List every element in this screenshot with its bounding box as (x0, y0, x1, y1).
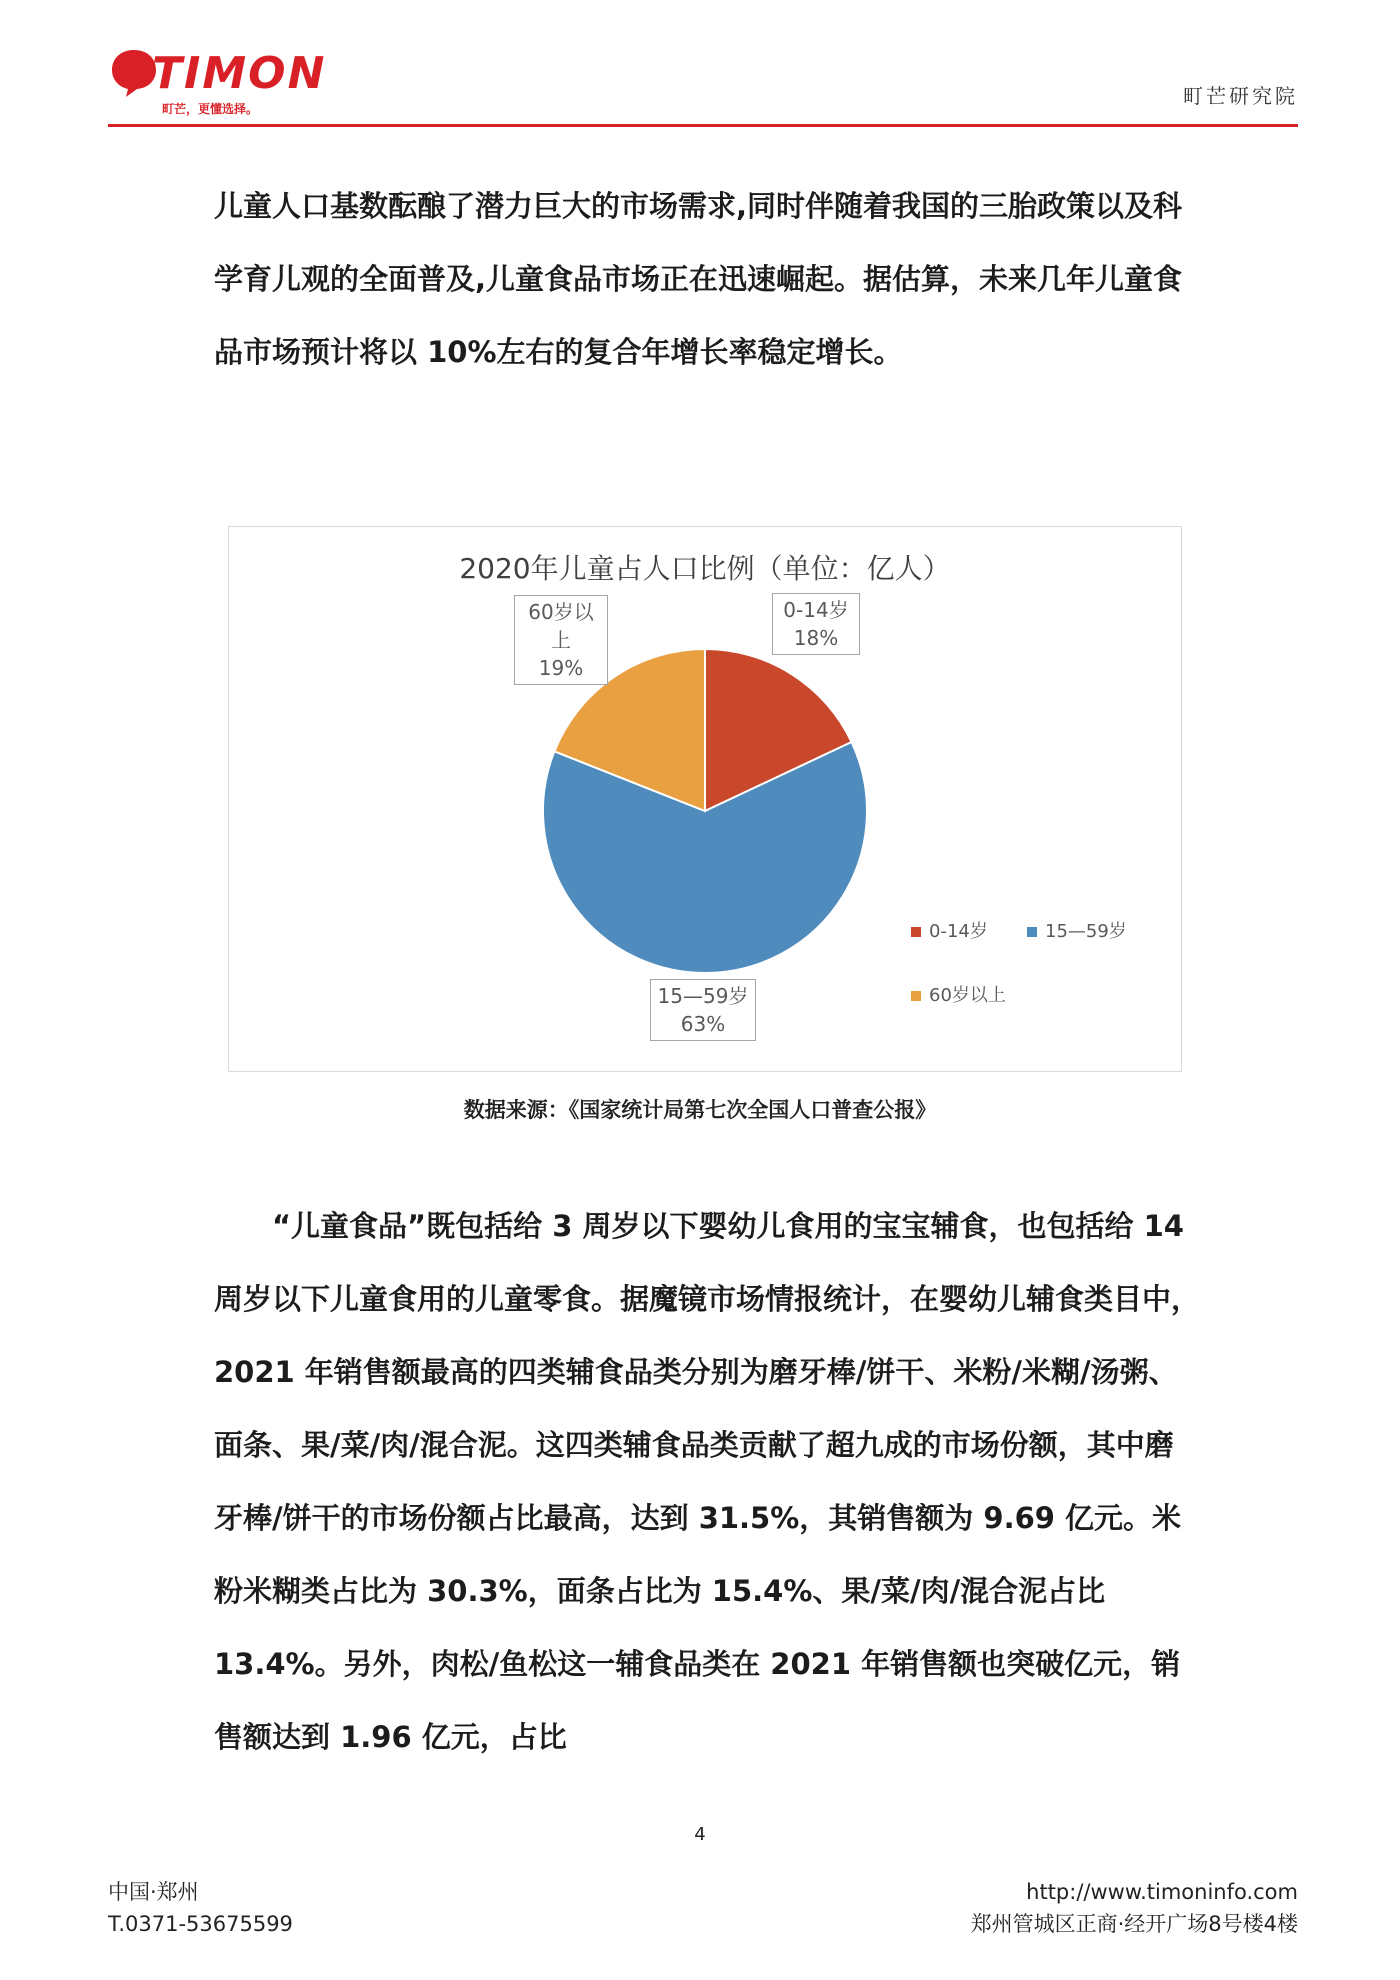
paragraph-body: “儿童食品”既包括给 3 周岁以下婴幼儿食用的宝宝辅食，也包括给 14 周岁以下儿童食用的儿童零食。据魔镜市场情报统计，在婴幼儿辅食类目中，2021 年销售额最高的四类辅食品类分别为磨牙棒/饼干、米粉/米糊/汤粥、面条、果/菜/肉/混合泥。这四类辅食品类贡献了超九成的市场份额，其中磨牙棒/饼干的市场份额占比最高，达到 31.5%，其销售额为 9.69 亿元。米粉米糊类占比为 30.3%，面条占比为 15.4%、果/菜/肉/混合泥占比 13.4%。另外，肉松/鱼松这一辅食品类在 2021 年销售额也突破亿元，销售额达到 1.96 亿元，占比 (214, 1209, 1201, 1754)
page-header (108, 46, 1298, 126)
legend-swatch (911, 991, 921, 1001)
chart-source-caption: 数据来源：《国家统计局第七次全国人口普查公报》 (463, 1098, 937, 1122)
legend-item-15-59 (1027, 917, 1127, 943)
slice-label-name: 0-14岁 (783, 598, 849, 622)
institute-name: 町芒研究院 (1183, 84, 1298, 108)
logo-slogan: 町芒，更懂选择。 (162, 102, 259, 116)
timon-logo (108, 46, 327, 116)
footer-contact (108, 1876, 293, 1940)
footer-address: 郑州管城区正商·经开广场8号楼4楼 (970, 1912, 1298, 1936)
legend-swatch (1027, 927, 1037, 937)
slice-label-0-14 (772, 593, 860, 655)
footer-url[interactable]: http://www.timoninfo.com (1026, 1880, 1298, 1904)
legend-item-60plus (911, 981, 1006, 1007)
paragraph-intro: 儿童人口基数酝酿了潜力巨大的市场需求,同时伴随着我国的三胎政策以及科学育儿观的全面普及,儿童食品市场正在迅速崛起。据估算，未来几年儿童食品市场预计将以 10%左右的复合年增长率稳定增长。 (214, 189, 1183, 369)
legend-label: 15—59岁 (1045, 921, 1127, 942)
pie-chart-container (228, 526, 1182, 1072)
footer-city: 中国·郑州 (108, 1880, 199, 1904)
legend-swatch (911, 927, 921, 937)
page-number: 4 (694, 1824, 706, 1845)
slice-label-name: 15—59岁 (657, 984, 749, 1008)
header-divider (108, 124, 1298, 127)
logo-wordmark: TIMON (152, 48, 327, 99)
slice-label-value: 63% (680, 1012, 726, 1036)
slice-label-60plus (514, 595, 608, 685)
slice-label-value: 19% (538, 656, 584, 680)
legend-item-0-14 (911, 917, 988, 943)
legend-label: 0-14岁 (929, 921, 988, 942)
slice-label-15-59 (650, 979, 756, 1041)
slice-label-name: 60岁以上 (528, 600, 594, 652)
chart-title: 2020年儿童占人口比例（单位：亿人） (459, 552, 951, 585)
footer-address-block (971, 1876, 1298, 1940)
footer-phone: T.0371-53675599 (108, 1912, 293, 1936)
slice-label-value: 18% (793, 626, 839, 650)
legend-label: 60岁以上 (929, 985, 1006, 1006)
